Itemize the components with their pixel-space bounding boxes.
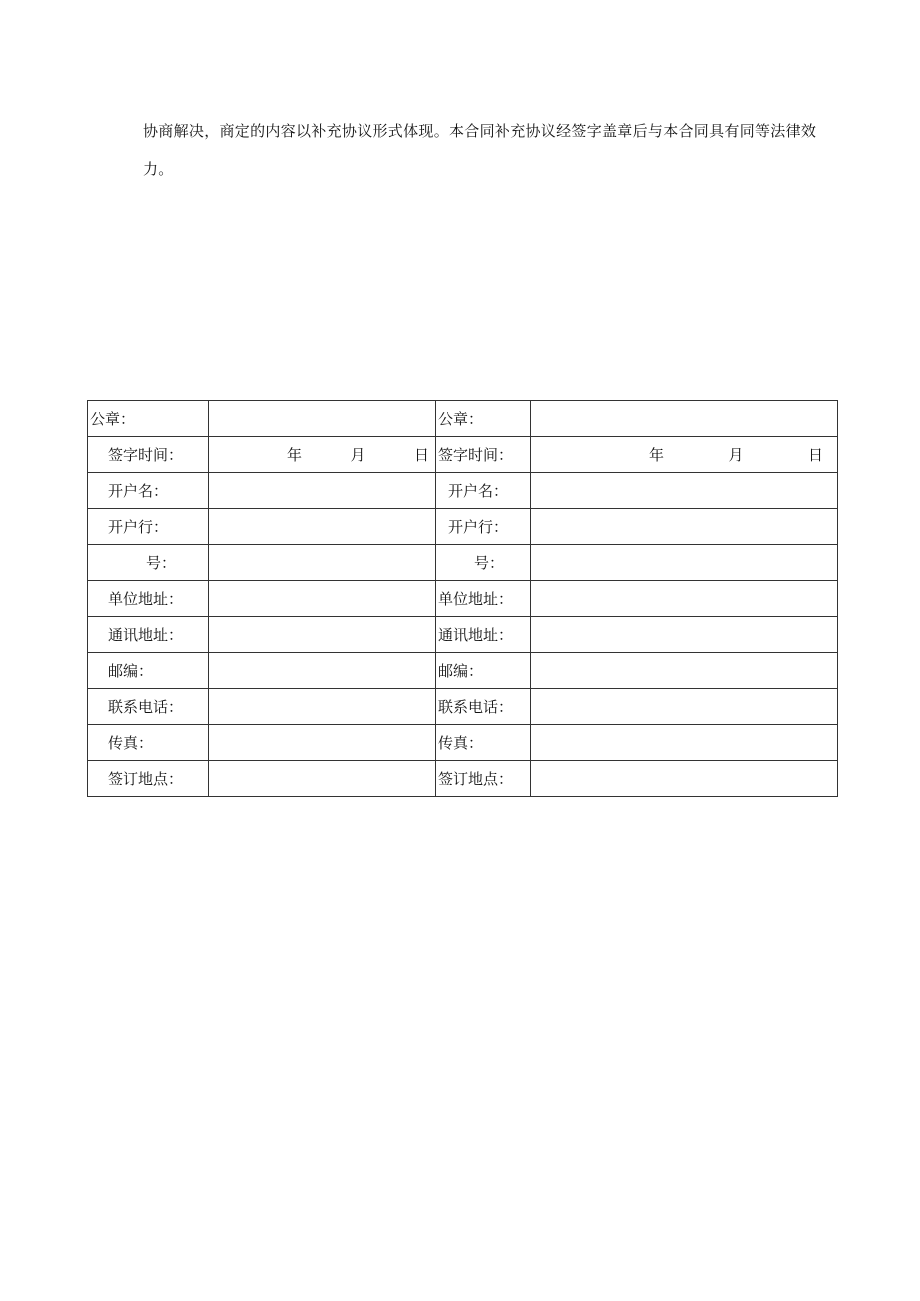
bank-label-right: 开户行： [436, 509, 531, 545]
account-number-label-left: 号： [88, 545, 209, 581]
signing-place-field-right [531, 761, 838, 797]
table-row [88, 725, 838, 761]
account-number-field-left [209, 545, 436, 581]
phone-label-left: 联系电话： [88, 689, 209, 725]
postcode-field-left [209, 653, 436, 689]
mailing-address-field-left [209, 617, 436, 653]
seal-field-right [531, 401, 838, 437]
mailing-address-label-right: 通讯地址： [436, 617, 531, 653]
mailing-address-field-right [531, 617, 838, 653]
year-label: 年 [287, 446, 303, 464]
fax-label-left: 传真： [88, 725, 209, 761]
company-address-field-right [531, 581, 838, 617]
paragraph-line: 力。 [143, 160, 174, 178]
postcode-label-right: 邮编： [436, 653, 531, 689]
sign-date-field-right [531, 437, 838, 473]
seal-field-left [209, 401, 436, 437]
mailing-address-label-left: 通讯地址： [88, 617, 209, 653]
table-row [88, 437, 838, 473]
month-label: 月 [350, 446, 366, 464]
seal-label-left: 公章： [88, 401, 209, 437]
table-row [88, 473, 838, 509]
fax-label-right: 传真： [436, 725, 531, 761]
table-row [88, 545, 838, 581]
sign-time-label-right: 签字时间： [436, 437, 531, 473]
sign-time-label-left: 签字时间： [88, 437, 209, 473]
phone-field-left [209, 689, 436, 725]
account-name-label-right: 开户名： [436, 473, 531, 509]
signing-place-label-left: 签订地点： [88, 761, 209, 797]
postcode-label-left: 邮编： [88, 653, 209, 689]
table-row [88, 617, 838, 653]
postcode-field-right [531, 653, 838, 689]
sign-date-field-left [209, 437, 436, 473]
year-label: 年 [649, 446, 665, 464]
table-row [88, 401, 838, 437]
phone-label-right: 联系电话： [436, 689, 531, 725]
fax-field-right [531, 725, 838, 761]
signing-place-field-left [209, 761, 436, 797]
table-row [88, 509, 838, 545]
phone-field-right [531, 689, 838, 725]
seal-label-right: 公章： [436, 401, 531, 437]
account-number-field-right [531, 545, 838, 581]
bank-field-left [209, 509, 436, 545]
account-number-label-right: 号： [436, 545, 531, 581]
company-address-label-left: 单位地址： [88, 581, 209, 617]
account-name-field-left [209, 473, 436, 509]
paragraph-line: 协商解决，商定的内容以补充协议形式体现。本合同补充协议经签字盖章后与本合同具有同等法律效 [143, 122, 817, 140]
month-label: 月 [728, 446, 744, 464]
fax-field-left [209, 725, 436, 761]
company-address-field-left [209, 581, 436, 617]
signature-table [87, 400, 838, 797]
signing-place-label-right: 签订地点： [436, 761, 531, 797]
account-name-field-right [531, 473, 838, 509]
bank-field-right [531, 509, 838, 545]
day-label: 日 [413, 446, 429, 464]
table-row [88, 653, 838, 689]
table-row [88, 689, 838, 725]
day-label: 日 [807, 446, 823, 464]
table-row [88, 761, 838, 797]
account-name-label-left: 开户名： [88, 473, 209, 509]
bank-label-left: 开户行： [88, 509, 209, 545]
company-address-label-right: 单位地址： [436, 581, 531, 617]
table-row [88, 581, 838, 617]
contract-paragraph [143, 112, 843, 188]
